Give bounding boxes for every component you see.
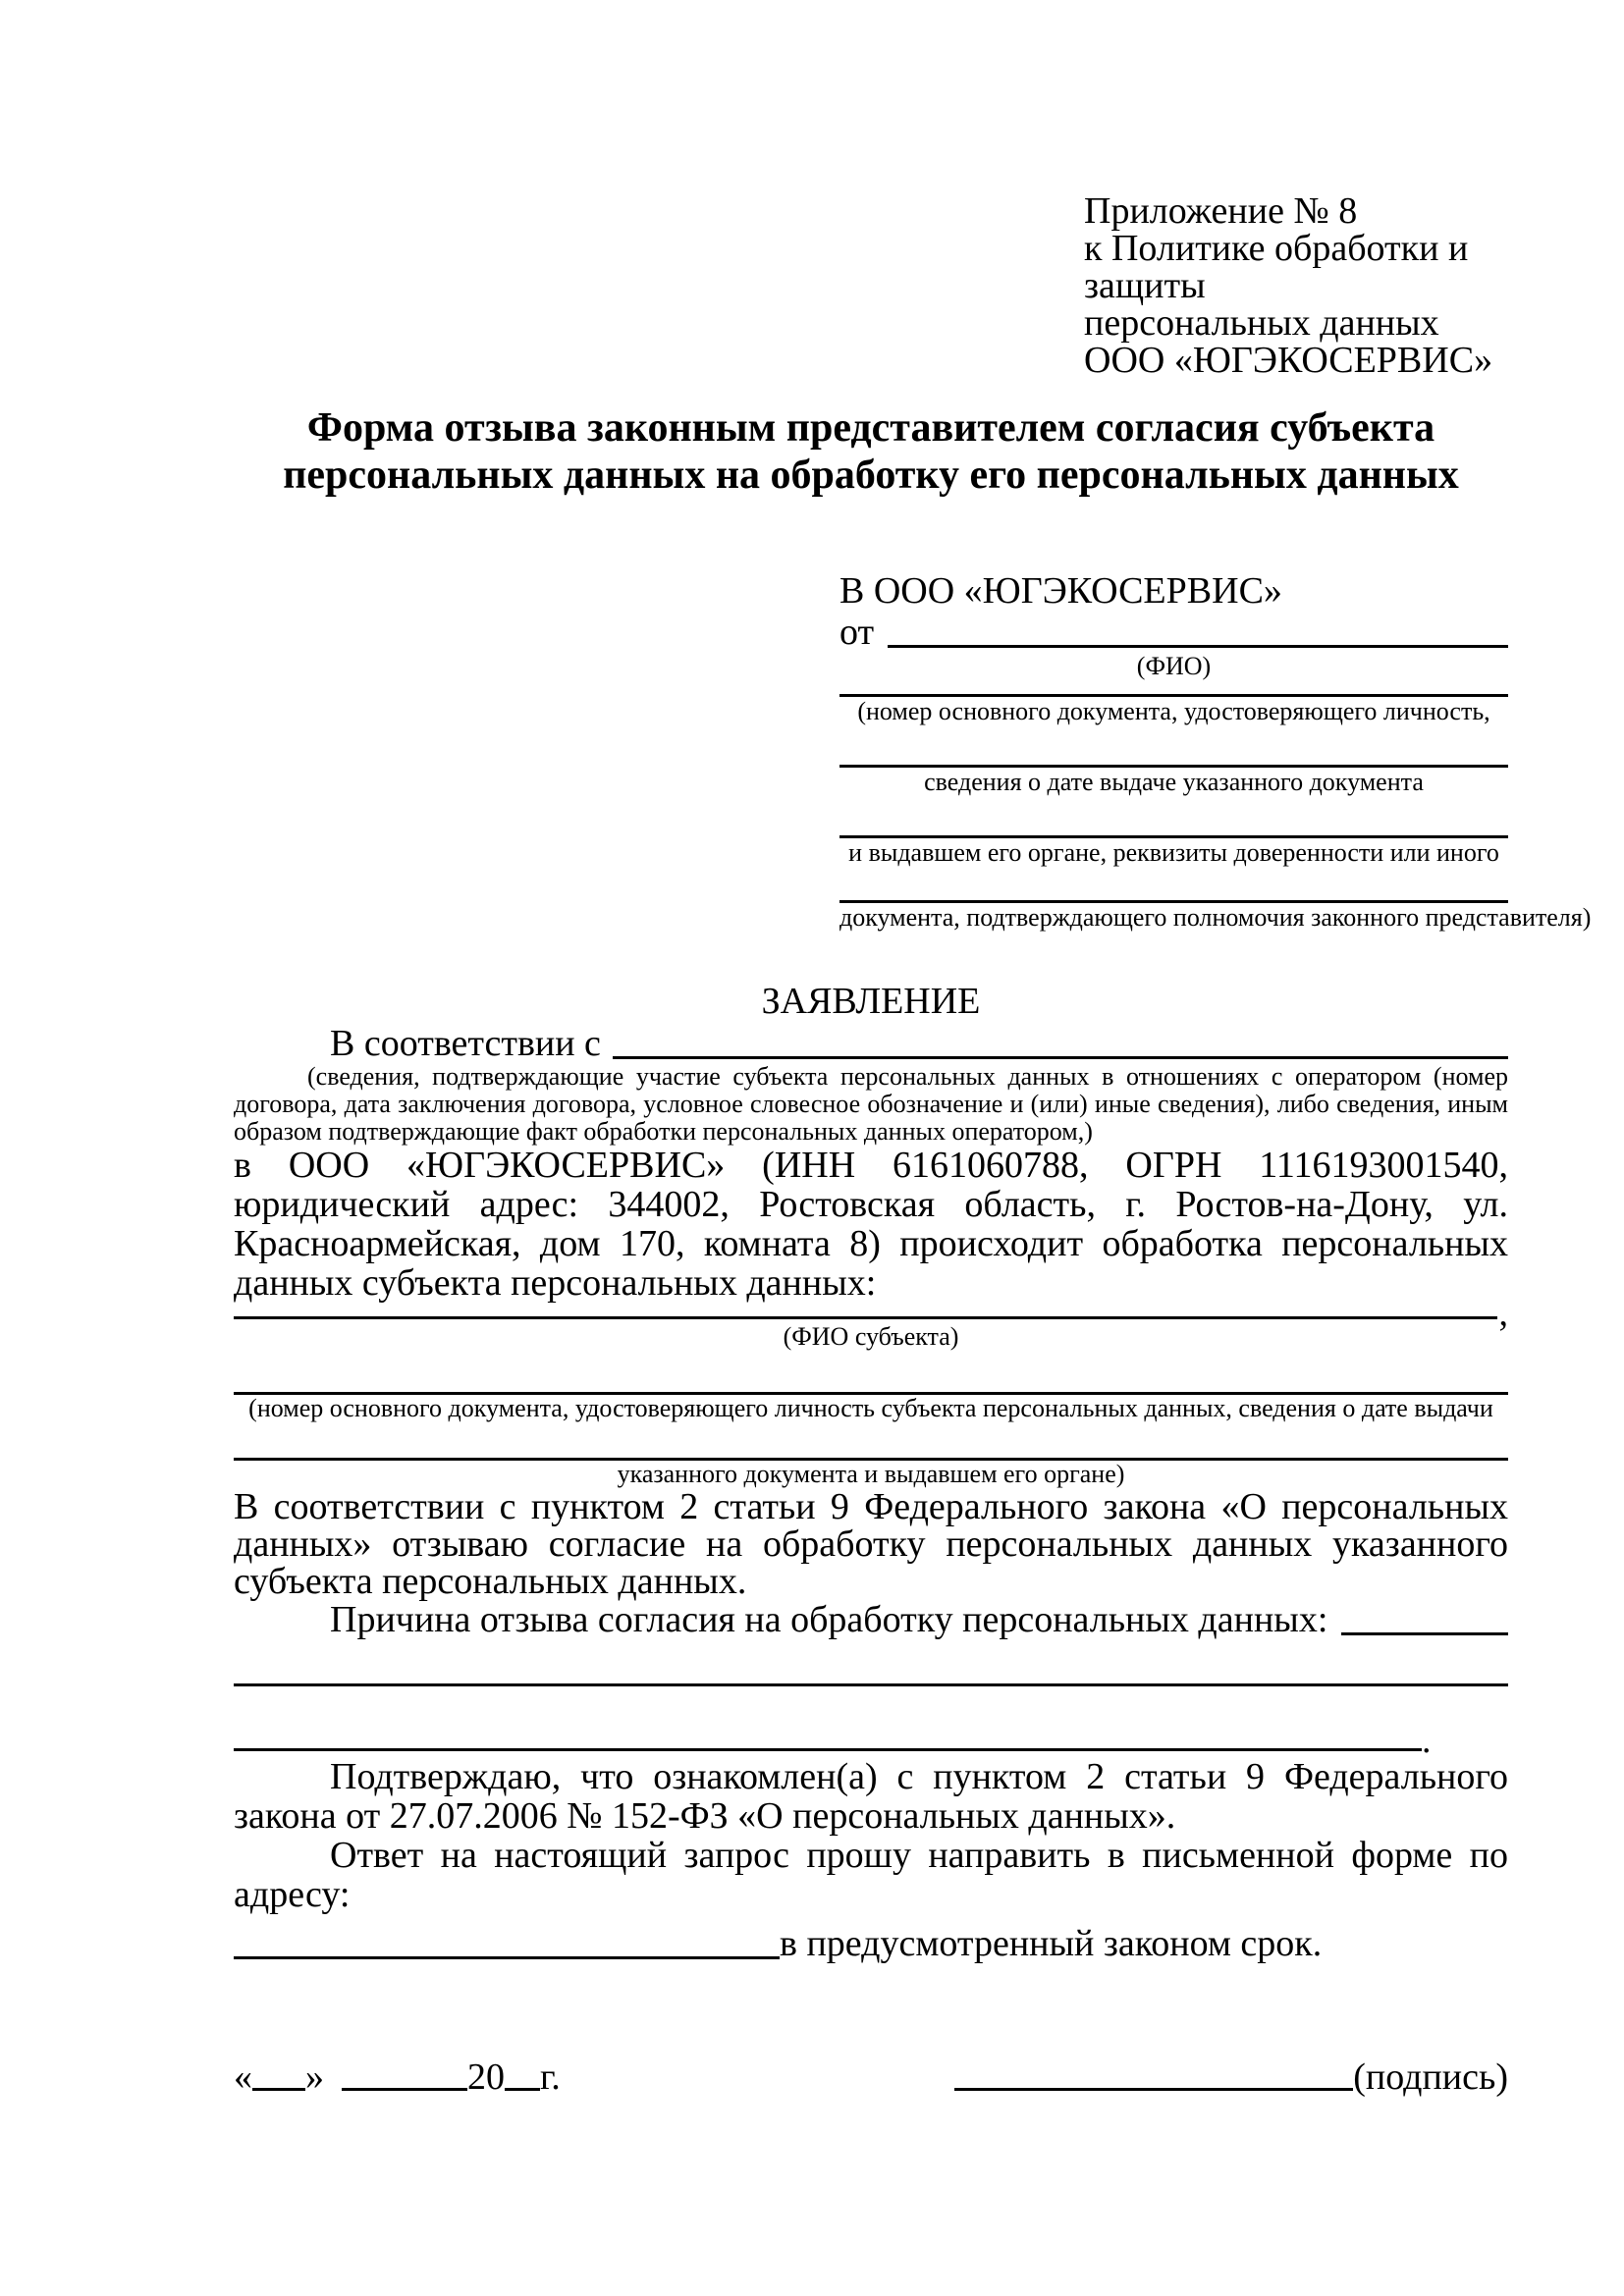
quote-open: « [234, 2056, 252, 2098]
issue-date-input-line[interactable] [839, 725, 1508, 768]
reason-input-line[interactable] [1341, 1632, 1508, 1635]
fio-caption: (ФИО) [1136, 652, 1212, 680]
reason-continuation-line-2[interactable] [234, 1719, 1422, 1751]
reply-tail-text: в предусмотренный законом срок. [780, 1923, 1323, 1964]
appendix-header-line: к Политике обработки и защиты [1084, 228, 1469, 306]
address-input-line[interactable] [234, 1927, 780, 1959]
recipient-block [839, 569, 1592, 932]
date-field [234, 2057, 561, 2097]
subject-fio-row [234, 1293, 1508, 1334]
reply-paragraph: Ответ на настоящий запрос прошу направить в письменной форме по адресу: [234, 1835, 1508, 1915]
document-title [234, 404, 1508, 499]
authority-document-caption: документа, подтверждающего полномочия законного представителя) [839, 903, 1592, 932]
year-prefix: 20 [467, 2056, 505, 2098]
signature-field [954, 2057, 1508, 2097]
appendix-header-line: персональных данных [1084, 302, 1439, 344]
document-title-line: Форма отзыва законным представителем согласия субъекта [306, 405, 1435, 451]
subject-authority-caption: указанного документа и выдавшем его органе) [617, 1460, 1125, 1488]
subject-fio-caption: (ФИО субъекта) [783, 1322, 959, 1351]
appendix-header-line: Приложение № 8 [1084, 190, 1358, 232]
confirm-paragraph: Подтверждаю, что ознакомлен(а) с пунктом 2 статьи 9 Федерального закона от 27.07.2006 № 152-ФЗ «О персональных данных». [234, 1756, 1508, 1837]
issuing-authority-input-line[interactable] [839, 796, 1508, 838]
reason-row [234, 1600, 1508, 1639]
subject-fio-comma: , [1498, 1293, 1508, 1334]
statement-heading: ЗАЯВЛЕНИЕ [761, 981, 981, 1022]
subject-authority-input-line[interactable] [234, 1422, 1508, 1461]
representative-fio-input-line[interactable] [888, 645, 1508, 648]
quote-close: » [305, 2056, 324, 2098]
from-label: от [839, 612, 875, 653]
document-title-line: персональных данных на обработку его персональных данных [283, 453, 1459, 498]
basis-note: (сведения, подтверждающие участие субъекта персональных данных в отношениях с оператором (номер договора, дата заключения договора, условное словесное обозначение и (или) иные сведения), либо сведения, иным образом подтверждающие факт обработки персональных данных оператором,) [234, 1062, 1508, 1146]
accordance-row [234, 1022, 1508, 1063]
year-input-line[interactable] [505, 2058, 540, 2091]
reason-label: Причина отзыва согласия на обработку персональных данных: [330, 1599, 1328, 1640]
recipient-org: В ООО «ЮГЭКОСЕРВИС» [839, 570, 1282, 612]
signature-caption: (подпись) [1353, 2056, 1508, 2098]
reason-continuation-line-1[interactable] [234, 1683, 1508, 1686]
issue-date-caption: сведения о дате выдаче указанного документа [924, 768, 1424, 796]
signature-input-line[interactable] [954, 2058, 1353, 2091]
reply-address-row [234, 1924, 1508, 1963]
subject-fio-input-line[interactable] [234, 1303, 1497, 1319]
operator-paragraph: в ООО «ЮГЭКОСЕРВИС» (ИНН 6161060788, ОГРН 1116193001540, юридический адрес: 344002, Ростовская область, г. Ростов-на-Дону, ул. Красноармейская, дом 170, комната 8) происходит обработка персональных данных субъекта персональных данных: [234, 1145, 1508, 1304]
day-input-line[interactable] [252, 2058, 305, 2091]
from-row [839, 613, 1508, 652]
basis-input-line[interactable] [613, 1056, 1508, 1059]
authority-document-input-line[interactable] [839, 867, 1508, 903]
accordance-label: В соответствии с [330, 1023, 601, 1064]
document-number-input-line[interactable] [839, 680, 1508, 697]
subject-document-input-line[interactable] [234, 1351, 1508, 1395]
document-number-caption: (номер основного документа, удостоверяющего личность, [857, 697, 1490, 725]
reason-continuation-row [234, 1719, 1508, 1761]
withdraw-paragraph: В соответствии с пунктом 2 статьи 9 Федерального закона «О персональных данных» отзываю согласие на обработку персональных данных указанного субъекта персональных данных. [234, 1486, 1508, 1602]
appendix-header [1084, 192, 1516, 379]
issuing-authority-caption: и выдавшем его органе, реквизиты доверенности или иного [848, 838, 1499, 867]
month-input-line[interactable] [342, 2058, 467, 2091]
subject-document-caption: (номер основного документа, удостоверяющего личность субъекта персональных данных, сведения о дате выдачи [248, 1394, 1493, 1422]
appendix-header-line: ООО «ЮГЭКОСЕРВИС» [1084, 340, 1493, 381]
sentence-period: . [1422, 1720, 1432, 1761]
footer-row [234, 2057, 1508, 2097]
year-suffix: г. [540, 2056, 561, 2098]
